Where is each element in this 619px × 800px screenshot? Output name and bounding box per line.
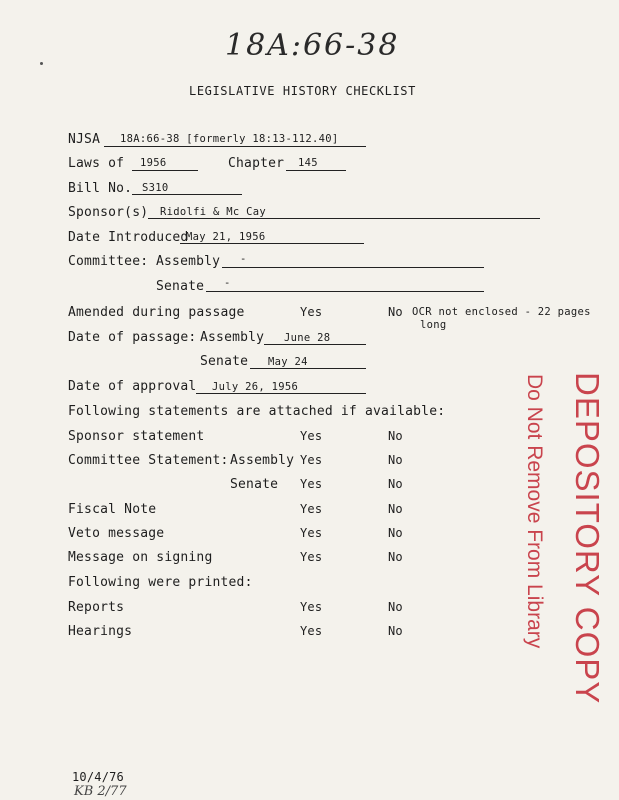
reports-no: No	[388, 600, 403, 614]
passage-senate-underline	[250, 368, 366, 369]
laws-of-label: Laws of	[68, 156, 125, 171]
veto-message-label: Veto message	[68, 526, 165, 541]
passage-assembly-underline	[264, 344, 366, 345]
page-title: LEGISLATIVE HISTORY CHECKLIST	[189, 84, 416, 98]
amended-yes: Yes	[300, 305, 323, 319]
depository-stamp-title: DEPOSITORY COPY	[569, 372, 606, 705]
reports-yes: Yes	[300, 600, 323, 614]
approval-label: Date of approval	[68, 379, 197, 394]
hearings-no: No	[388, 624, 403, 638]
committee-statement-senate-no: No	[388, 477, 403, 491]
sponsor-statement-no: No	[388, 429, 403, 443]
committee-statement-assembly-yes: Yes	[300, 453, 323, 467]
committee-statement-senate-label: Senate	[230, 477, 279, 492]
printed-heading: Following were printed:	[68, 575, 253, 590]
passage-label: Date of passage:	[68, 330, 197, 345]
passage-senate-value: May 24	[268, 356, 308, 368]
veto-message-no: No	[388, 526, 403, 540]
hearings-yes: Yes	[300, 624, 323, 638]
approval-underline	[196, 393, 366, 394]
chapter-value: 145	[298, 157, 318, 169]
bill-no-label: Bill No.	[68, 181, 133, 196]
sponsor-statement-label: Sponsor statement	[68, 429, 205, 444]
committee-assembly-underline	[222, 267, 484, 268]
chapter-underline	[286, 170, 346, 171]
njsa-underline	[104, 146, 366, 147]
amended-note-line1: OCR not enclosed - 22 pages	[412, 306, 591, 318]
laws-of-underline	[132, 170, 198, 171]
fiscal-note-yes: Yes	[300, 502, 323, 516]
amended-label: Amended during passage	[68, 305, 245, 320]
footer-date: 10/4/76	[72, 770, 124, 784]
committee-statement-senate-yes: Yes	[300, 477, 323, 491]
bill-no-value: S310	[142, 182, 169, 194]
statements-heading: Following statements are attached if available:	[68, 404, 446, 419]
bill-no-underline	[132, 194, 242, 195]
laws-of-value: 1956	[140, 157, 167, 169]
handwritten-code: 18A:66-38	[225, 28, 400, 63]
committee-statement-label: Committee Statement:	[68, 453, 229, 468]
sponsors-label: Sponsor(s)	[68, 205, 149, 220]
veto-message-yes: Yes	[300, 526, 323, 540]
reports-label: Reports	[68, 600, 125, 615]
amended-note-line2: long	[420, 319, 447, 331]
fiscal-note-no: No	[388, 502, 403, 516]
committee-statement-assembly-no: No	[388, 453, 403, 467]
njsa-value: 18A:66-38 [formerly 18:13-112.40]	[120, 133, 339, 145]
passage-senate-label: Senate	[200, 354, 249, 369]
approval-value: July 26, 1956	[212, 381, 299, 393]
committee-label: Committee:	[68, 254, 149, 269]
passage-assembly-value: June 28	[284, 332, 331, 344]
footer-handwritten-note: KB 2/77	[74, 784, 127, 799]
date-introduced-underline	[180, 243, 364, 244]
date-introduced-label: Date Introduced	[68, 230, 189, 245]
sponsors-value: Ridolfi & Mc Cay	[160, 206, 266, 218]
committee-senate-underline	[206, 291, 484, 292]
njsa-label: NJSA	[68, 132, 101, 147]
passage-assembly-label: Assembly	[200, 330, 265, 345]
committee-statement-assembly-label: Assembly	[230, 453, 295, 468]
amended-no: No	[388, 305, 403, 319]
date-introduced-value: May 21, 1956	[186, 231, 266, 243]
committee-assembly-value: -	[240, 253, 247, 265]
chapter-label: Chapter	[228, 156, 285, 171]
sponsor-statement-yes: Yes	[300, 429, 323, 443]
committee-senate-value: -	[224, 277, 231, 289]
message-on-signing-no: No	[388, 550, 403, 564]
depository-stamp-subtitle: Do Not Remove From Library	[523, 374, 546, 649]
sponsors-underline	[148, 218, 540, 219]
message-on-signing-label: Message on signing	[68, 550, 213, 565]
hearings-label: Hearings	[68, 624, 133, 639]
committee-assembly-label: Assembly	[156, 254, 221, 269]
fiscal-note-label: Fiscal Note	[68, 502, 157, 517]
message-on-signing-yes: Yes	[300, 550, 323, 564]
committee-senate-label: Senate	[156, 279, 205, 294]
scan-speck	[40, 62, 43, 65]
